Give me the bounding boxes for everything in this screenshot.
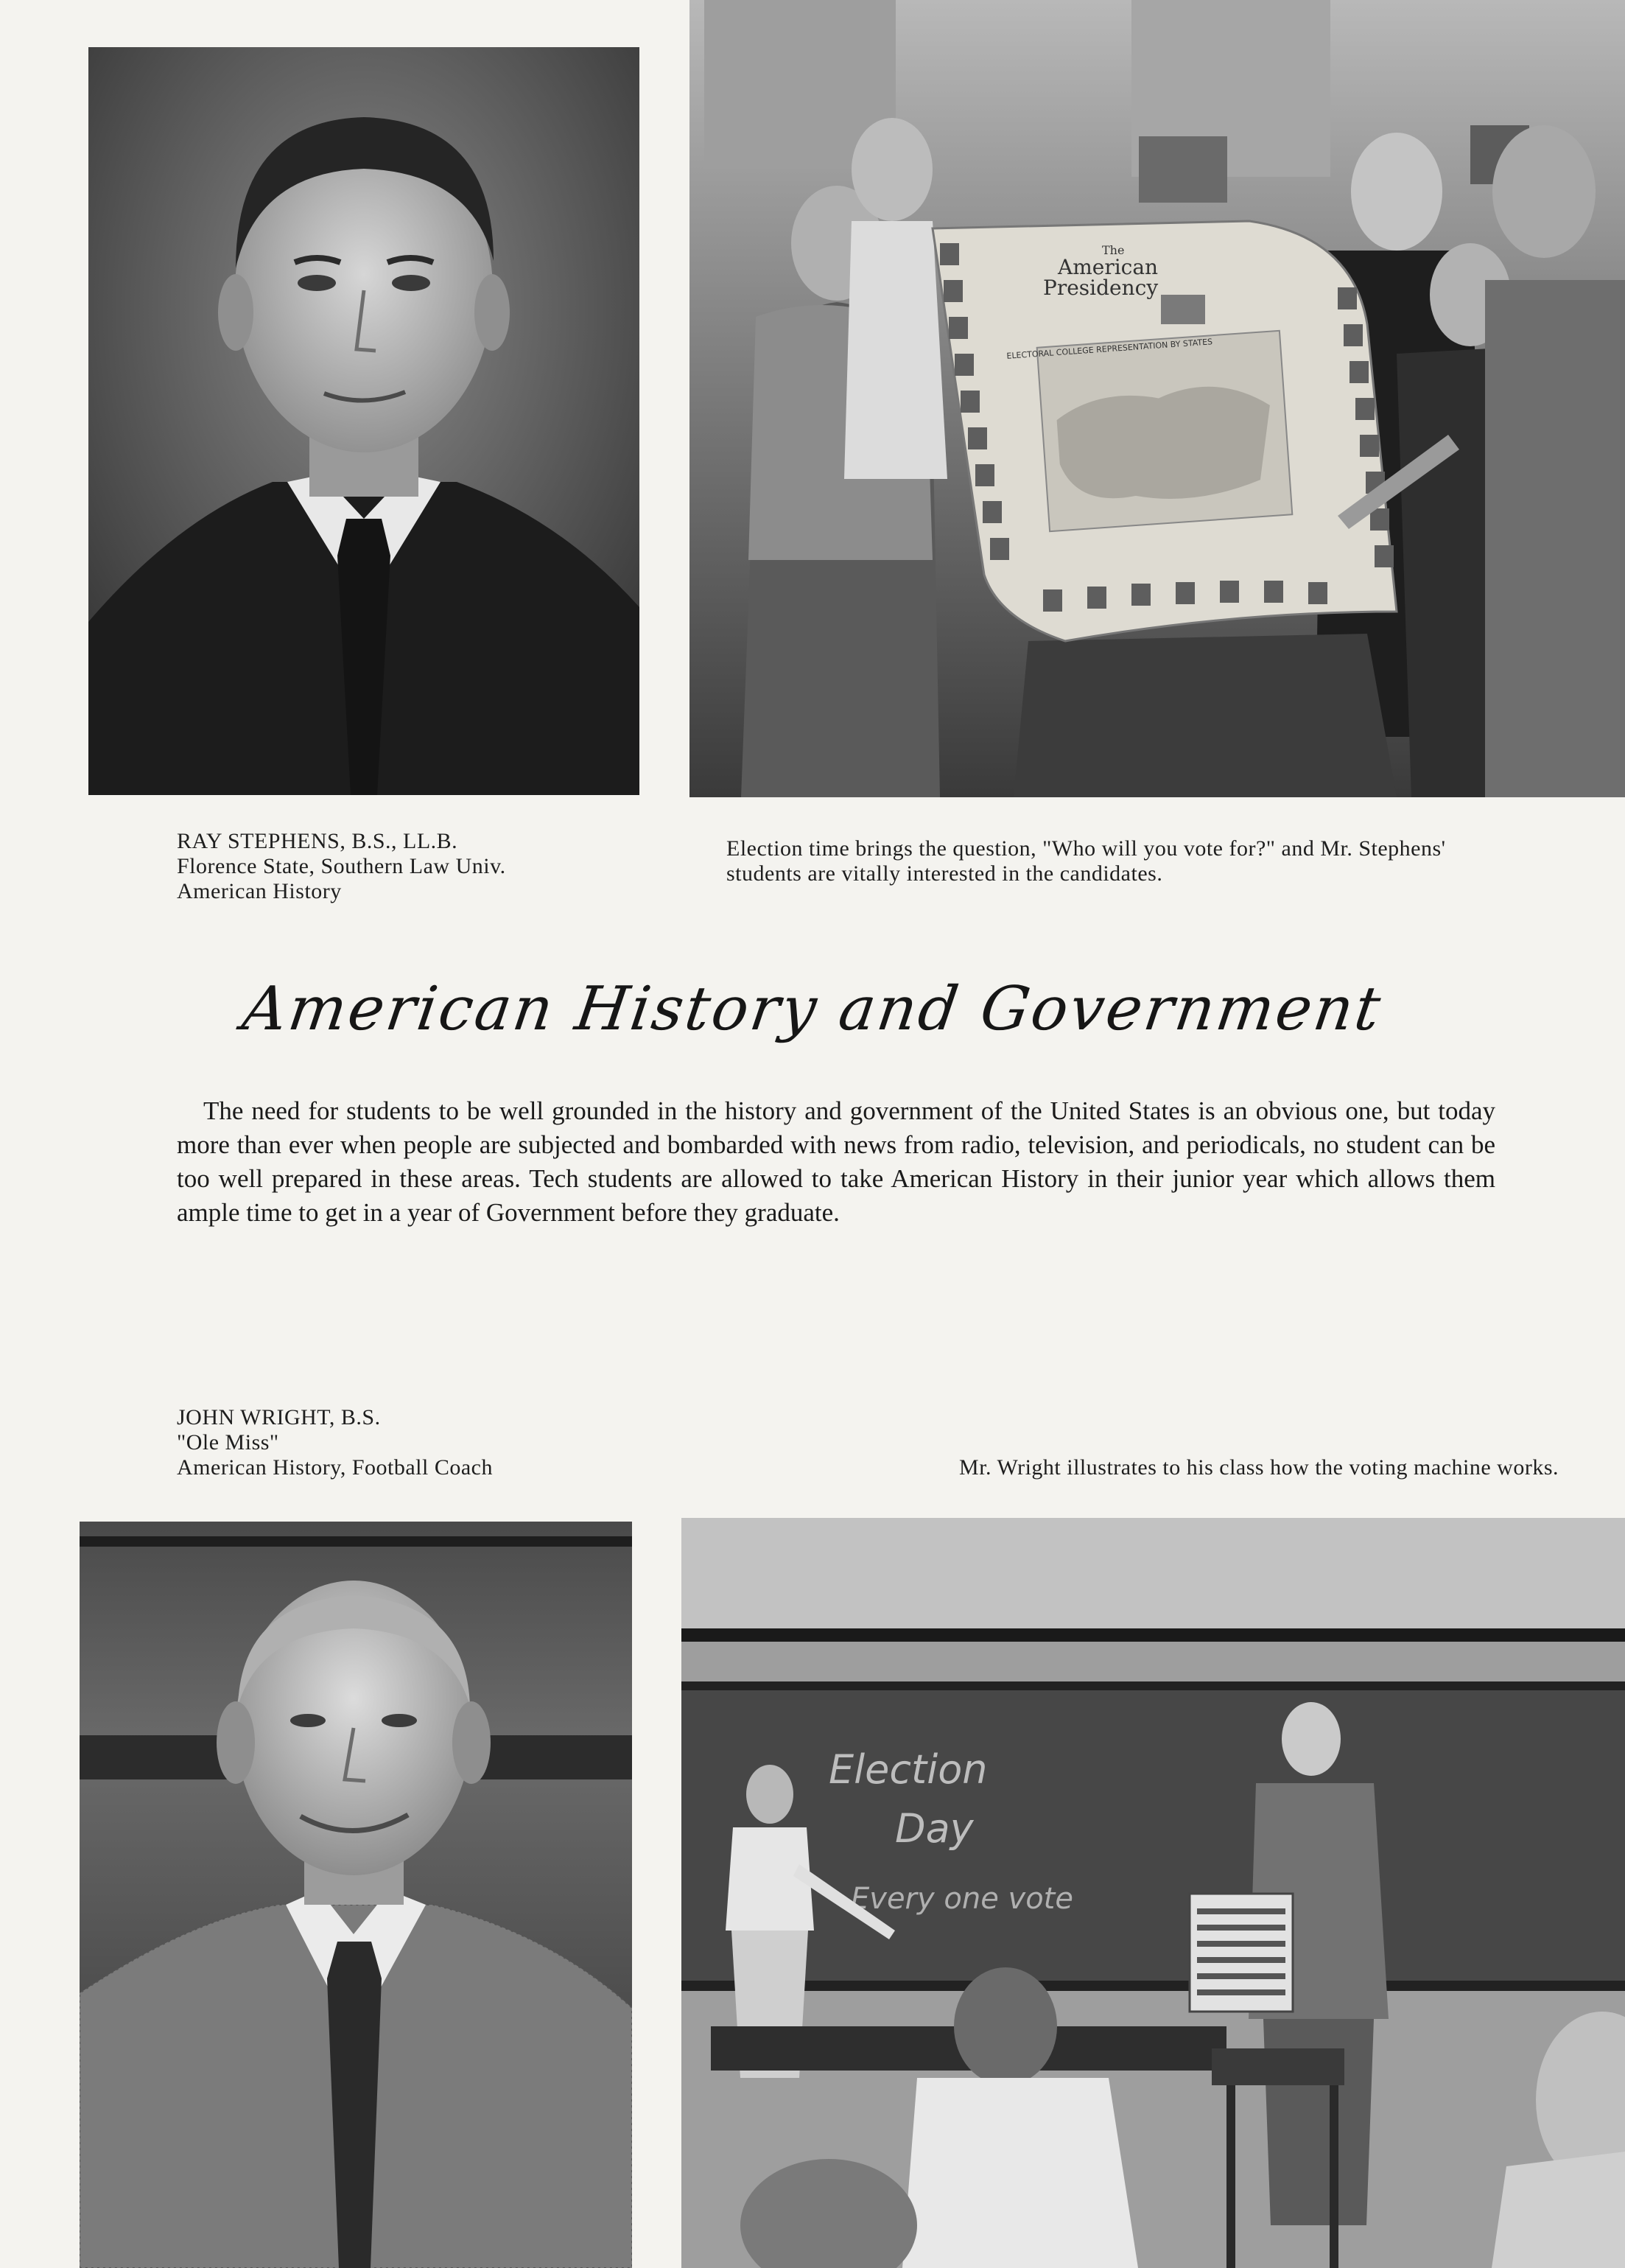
chalk-line1: Election: [829, 1746, 988, 1793]
election-caption-line1: Election time brings the question, "Who will you vote for?" and Mr. Stephens': [726, 836, 1446, 861]
map-title-main: American: [1058, 255, 1159, 279]
stephens-name: RAY STEPHENS, B.S., LL.B.: [177, 829, 458, 853]
chalk-line2: Day: [895, 1805, 974, 1852]
map-title-small: The: [1102, 243, 1125, 257]
voting-photo-caption: [737, 1455, 1559, 1480]
chalk-line3: Every one vote: [851, 1882, 1073, 1916]
stephens-subject: American History: [177, 879, 342, 903]
ray-stephens-portrait: [88, 47, 639, 795]
page-title: American History and Government: [238, 974, 1387, 1044]
election-photo-caption: [726, 836, 1588, 886]
john-wright-portrait: [80, 1522, 632, 2268]
map-subtitle: ELECTORAL COLLEGE REPRESENTATION BY STATES: [1006, 337, 1213, 361]
election-map-photo: [689, 0, 1625, 797]
stephens-caption: [177, 829, 506, 904]
wright-caption: [177, 1405, 493, 1480]
election-caption-line2: students are vitally interested in the candidates.: [726, 861, 1163, 886]
map-title-sub: Presidency: [1043, 276, 1159, 300]
wright-name: JOHN WRIGHT, B.S.: [177, 1405, 381, 1429]
voting-machine-photo: [681, 1518, 1625, 2268]
stephens-schools: Florence State, Southern Law Univ.: [177, 854, 506, 878]
wright-subject: American History, Football Coach: [177, 1455, 493, 1480]
wright-schools: "Ole Miss": [177, 1430, 279, 1455]
voting-caption-line: Mr. Wright illustrates to his class how the voting machine works.: [959, 1455, 1559, 1480]
body-paragraph: The need for students to be well grounded in the history and government of the United States is an obvious one, but today more than ever when people are subjected and bombarded with news from radio, television, and periodicals, no student can be too well prepared in these areas. Tech students are allowed to take American History in their junior year which allows them ample time to get in a year of Government before they graduate.: [177, 1096, 1495, 1227]
